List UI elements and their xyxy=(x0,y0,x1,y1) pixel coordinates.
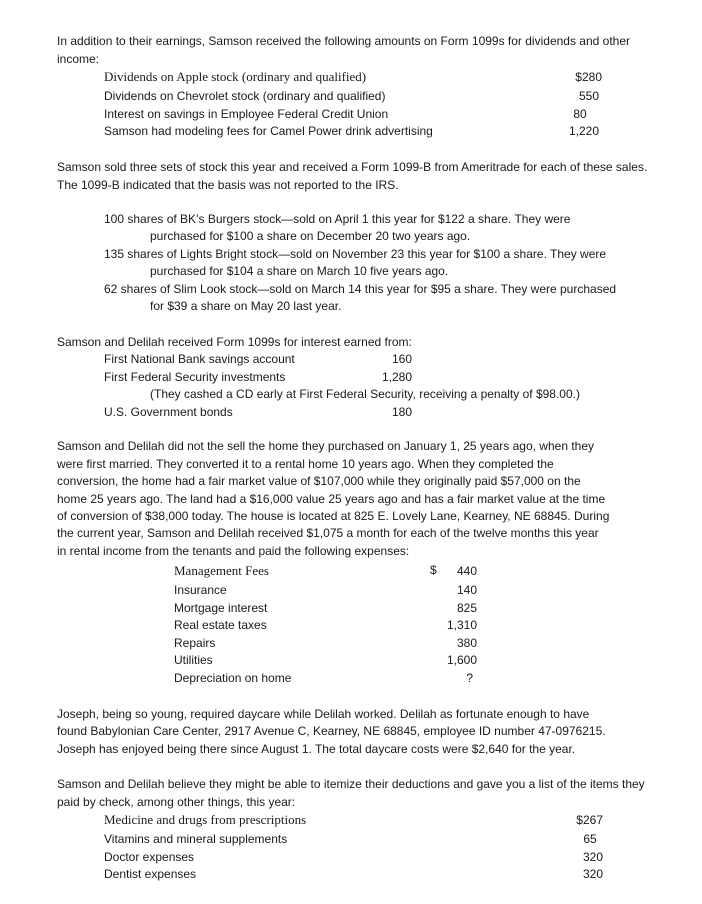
stock-sale-line: 135 shares of Lights Bright stock—sold on November 23 this year for $100 a share. They were xyxy=(104,247,607,261)
rental-expense-label: Management Fees xyxy=(174,563,269,578)
other-income-item-amount: 80 xyxy=(573,107,587,121)
rental-text-line: Samson and Delilah did not the sell the home they purchased on January 1, 25 years ago, when they xyxy=(57,439,595,453)
rental-expense-amount: 140 xyxy=(456,583,477,597)
rental-text-line: were first married. They converted it to a rental home 10 years ago. When they completed the xyxy=(57,457,554,471)
rental-expense-label: Mortgage interest xyxy=(174,601,268,615)
rental-text-line: home 25 years ago. The land had a $16,000 value 25 years ago and has a fair market value at the time xyxy=(57,492,606,506)
stock-sale-line: 62 shares of Slim Look stock—sold on March 14 this year for $95 a share. They were purchased xyxy=(104,282,617,296)
stock-sale-line: 100 shares of BK’s Burgers stock—sold on April 1 this year for $122 a share. They were xyxy=(104,212,571,226)
rental-expense-amount: 380 xyxy=(456,636,477,650)
interest-item-amount: 180 xyxy=(391,405,412,419)
interest-intro: Samson and Delilah received Form 1099s for interest earned from: xyxy=(57,335,412,349)
interest-item-label: U.S. Government bonds xyxy=(104,405,233,419)
rental-text-line: the current year, Samson and Delilah received $1,075 a month for each of the twelve months this year xyxy=(57,526,599,540)
stock-sale-line: for $39 a share on May 20 last year. xyxy=(150,299,342,313)
other-income-item-amount: 1,220 xyxy=(568,124,599,138)
interest-item-label: First Federal Security investments xyxy=(104,370,286,384)
deduction-item-label: Vitamins and mineral supplements xyxy=(104,832,288,846)
stock-sale-line: purchased for $100 a share on December 20 two years ago. xyxy=(150,229,471,243)
deduction-item-amount: 65 xyxy=(583,832,597,846)
daycare-text-line: Joseph, being so young, required daycare while Delilah worked. Delilah as fortunate enough to have xyxy=(57,707,590,721)
rental-expense-amount: 825 xyxy=(456,601,477,615)
daycare-text-line: found Babylonian Care Center, 2917 Avenue C, Kearney, NE 68845, employee ID number 47-0976215. xyxy=(57,724,606,738)
other-income-item-amount: 550 xyxy=(578,89,599,103)
stock-sale-line: purchased for $104 a share on March 10 five years ago. xyxy=(150,264,449,278)
other-income-item-label: Interest on savings in Employee Federal Credit Union xyxy=(104,107,389,121)
other-income-item-label: Dividends on Chevrolet stock (ordinary and qualified) xyxy=(104,89,386,103)
rental-expense-amount: 1,310 xyxy=(446,618,477,632)
interest-item-amount: 160 xyxy=(391,352,412,366)
other-income-intro: In addition to their earnings, Samson received the following amounts on Form 1099s for dividends and other income: xyxy=(57,34,630,66)
deduction-item-label: Doctor expenses xyxy=(104,850,195,864)
rental-expense-label: Repairs xyxy=(174,636,216,650)
deduction-item-label: Dentist expenses xyxy=(104,867,197,881)
other-income-item-amount: $280 xyxy=(575,70,602,84)
interest-item-amount: 1,280 xyxy=(381,370,412,384)
other-income-item-label: Samson had modeling fees for Camel Power drink advertising xyxy=(104,124,433,138)
deduction-item-amount: 320 xyxy=(582,850,603,864)
rental-expense-amount: ? xyxy=(466,671,473,685)
deduction-item-label: Medicine and drugs from prescriptions xyxy=(104,812,307,827)
stock-sales-intro: Samson sold three sets of stock this year and received a Form 1099-B from Ameritrade for each of these sales. The 1099-B indicated that the basis was not reported to the IRS. xyxy=(57,160,648,192)
interest-note: (They cashed a CD early at First Federal Security, receiving a penalty of $98.00.) xyxy=(150,387,580,401)
rental-text-line: of conversion of $38,000 today. The house is located at 825 E. Lovely Lane, Kearney, NE 68845. During xyxy=(57,509,610,523)
rental-expense-label: Real estate taxes xyxy=(174,618,267,632)
daycare-text-line: Joseph has enjoyed being there since August 1. The total daycare costs were $2,640 for the year. xyxy=(57,742,576,756)
rental-text-line: in rental income from the tenants and paid the following expenses: xyxy=(57,544,410,558)
other-income-item-label: Dividends on Apple stock (ordinary and qualified) xyxy=(104,69,367,84)
rental-expense-label: Utilities xyxy=(174,653,213,667)
deduction-item-amount: $267 xyxy=(576,813,603,827)
rental-expense-label: Depreciation on home xyxy=(174,671,292,685)
rental-expense-label: Insurance xyxy=(174,583,227,597)
currency-symbol: $ xyxy=(430,563,437,577)
deduction-item-amount: 320 xyxy=(582,867,603,881)
rental-text-line: conversion, the home had a fair market value of $107,000 while they originally paid $57,000 on the xyxy=(57,474,581,488)
rental-expense-amount: 440 xyxy=(456,564,477,578)
rental-expense-amount: 1,600 xyxy=(446,653,477,667)
interest-item-label: First National Bank savings account xyxy=(104,352,295,366)
deductions-intro: Samson and Delilah believe they might be able to itemize their deductions and gave you a list of the items they paid by check, among other things, this year: xyxy=(57,777,645,809)
